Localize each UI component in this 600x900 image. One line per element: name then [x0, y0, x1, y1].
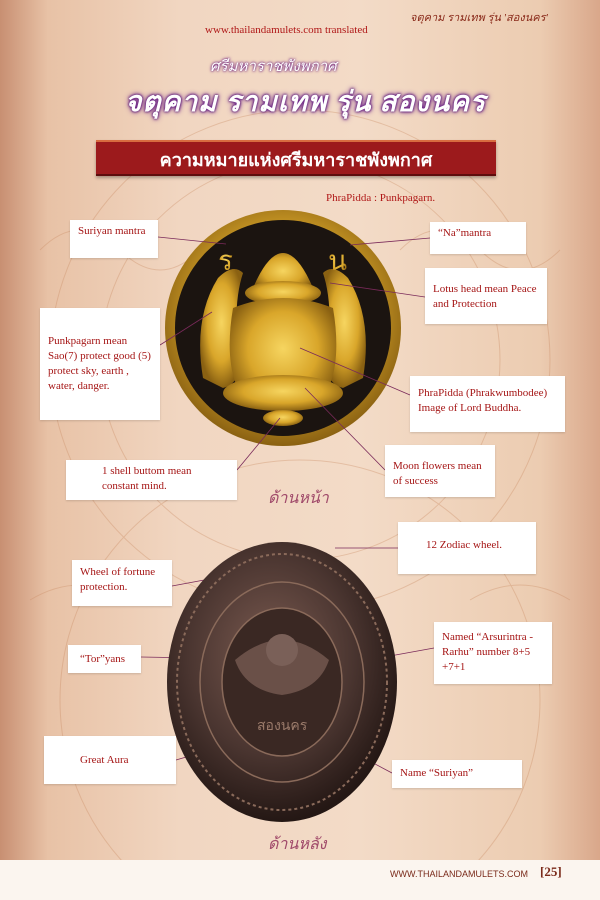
subtitle: ศรีมหาราชพังพกาศ	[210, 59, 337, 75]
caption: PhraPidda : Punkpagarn.	[326, 192, 436, 204]
label-lotus-head: Lotus head mean Peace and Protection	[425, 268, 547, 324]
label-great-aura: Great Aura	[44, 736, 176, 784]
back-side-label: ด้านหลัง	[268, 836, 327, 853]
translated-url: www.thailandamulets.com translated	[205, 24, 368, 36]
label-zodiac-wheel: 12 Zodiac wheel.	[398, 522, 536, 574]
svg-text:น: น	[328, 244, 348, 277]
front-coin-image	[163, 208, 403, 448]
banner-title: ความหมายแห่งศรีมหาราชพังพกาศ	[159, 150, 433, 170]
label-toryans: “Tor”yans	[68, 645, 141, 673]
label-moon-flowers: Moon flowers mean of success	[385, 445, 495, 497]
label-arsurintra: Named “Arsurintra - Rarhu” number 8+5 +7+1	[434, 622, 552, 684]
coin-back-text: สองนคร	[257, 718, 308, 734]
label-suriyan-mantra: Suriyan mantra	[70, 220, 158, 258]
back-coin-image	[165, 540, 400, 825]
page-number: [25]	[540, 864, 562, 879]
footer-url: WWW.THAILANDAMULETS.COM	[390, 869, 529, 879]
footer-bar	[0, 860, 600, 900]
running-header: จตุคาม รามเทพ รุ่น 'สองนคร'	[410, 12, 548, 24]
label-na-mantra: “Na”mantra	[430, 222, 526, 254]
front-side-label: ด้านหน้า	[268, 490, 329, 507]
label-wheel-of-fortune: Wheel of fortune protection.	[72, 560, 172, 606]
label-phrapidda: PhraPidda (Phrakwumbodee) Image of Lord Buddha.	[410, 376, 565, 432]
label-shell-bottom: 1 shell buttom mean constant mind.	[66, 460, 237, 500]
label-punkpagarn: Punkpagarn mean Sao(7) protect good (5) protect sky, earth , water, danger.	[40, 308, 160, 420]
main-title: จตุคาม รามเทพ รุ่น สองนคร	[125, 87, 486, 118]
svg-text:ร: ร	[218, 244, 234, 277]
label-name-suriyan: Name “Suriyan”	[392, 760, 522, 788]
